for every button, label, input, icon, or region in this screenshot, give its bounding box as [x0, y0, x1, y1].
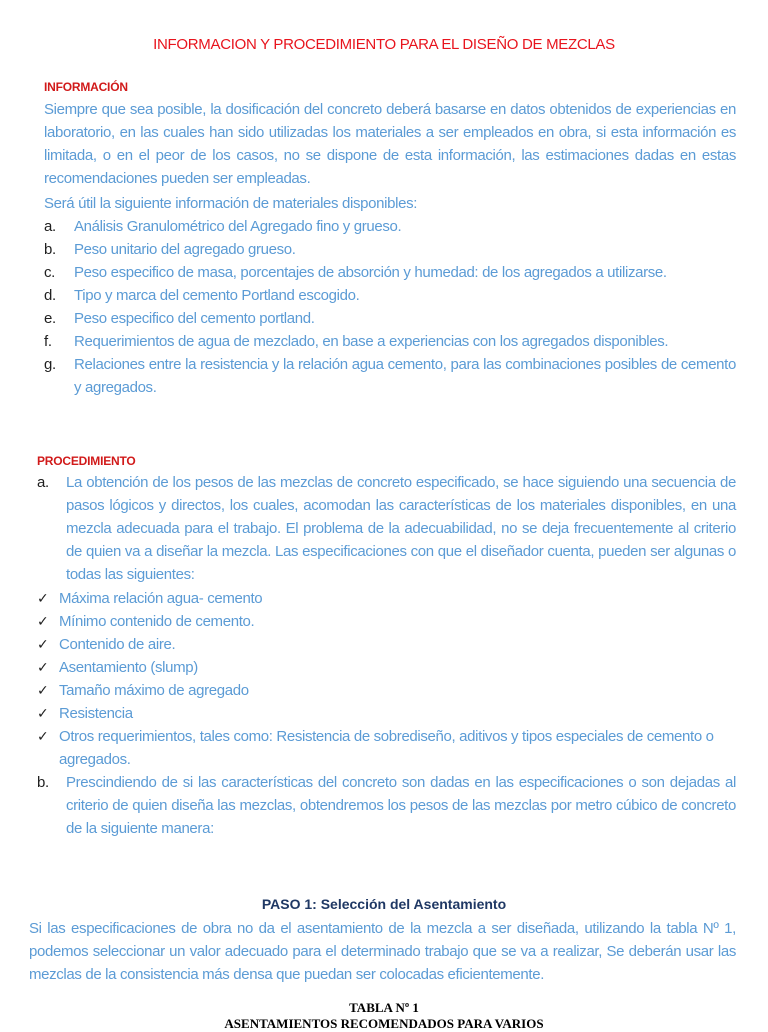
list-marker: g. [44, 356, 56, 373]
materials-list [44, 215, 736, 399]
informacion-heading: INFORMACIÓN [44, 80, 128, 94]
list-item-text: Relaciones entre la resistencia y la relación agua cemento, para las combinaciones posibles de cemento y agregados. [74, 356, 736, 396]
list-item-text: Requerimientos de agua de mezclado, en base a experiencias con los agregados disponibles. [74, 333, 669, 350]
procedimiento-a-text: La obtención de los pesos de las mezclas de concreto especificado, se hace siguiendo una secuencia de pasos lógicos y directos, los cuales, acomodan las características de los materiales disponibles, en una mezcla adecuada para el trabajo. El problema de la adecuabilidad, no se deja frecuentemente al criterio de quien va a diseñar la mezcla. Las especificaciones con que el diseñador cuenta, pueden ser algunas o todas las siguientes: [66, 474, 736, 583]
list-item [44, 330, 736, 353]
table-title: TABLA Nº 1 [349, 1000, 419, 1015]
list-item-text: Análisis Granulométrico del Agregado fino y grueso. [74, 218, 402, 235]
checklist-item [37, 702, 736, 725]
list-item [44, 307, 736, 330]
procedimiento-item-b [37, 771, 736, 840]
checklist-item [37, 725, 736, 771]
informacion-intro: Siempre que sea posible, la dosificación del concreto deberá basarse en datos obtenidos de experiencias en laboratorio, en las cuales han sido utilizadas los materiales a ser empleados en obra, si esta información es limitada, o en el peor de los casos, no se dispone de esta información, las estimaciones dadas en estas recomendaciones pueden ser empleadas. [44, 101, 736, 187]
checklist-item-text: Mínimo contenido de cemento. [59, 613, 255, 630]
checklist-item-text: Máxima relación agua- cemento [59, 590, 263, 607]
list-item [44, 261, 736, 284]
paso1-title: PASO 1: Selección del Asentamiento [261, 896, 507, 912]
checkmark-icon: ✓ [37, 636, 49, 652]
checkmark-icon: ✓ [37, 682, 49, 698]
checklist-item-text: Contenido de aire. [59, 636, 176, 653]
list-item-text: Tipo y marca del cemento Portland escogido. [74, 287, 360, 304]
list-marker: a. [37, 474, 49, 491]
checklist-item [37, 633, 736, 656]
list-item [44, 284, 736, 307]
checkmark-icon: ✓ [37, 705, 49, 721]
checklist-item-text: Otros requerimientos, tales como: Resistencia de sobrediseño, aditivos y tipos especiales de cemento o agregados. [59, 728, 714, 768]
list-marker: b. [44, 241, 56, 258]
checkmark-icon: ✓ [37, 728, 49, 744]
list-item-text: Peso especifico de masa, porcentajes de absorción y humedad: de los agregados a utilizarse. [74, 264, 667, 281]
informacion-lead: Será útil la siguiente información de materiales disponibles: [44, 195, 418, 212]
list-item-text: Peso especifico del cemento portland. [74, 310, 315, 327]
list-marker: d. [44, 287, 56, 304]
checklist-item-text: Asentamiento (slump) [59, 659, 198, 676]
list-marker: f. [44, 333, 52, 350]
procedimiento-b-text: Prescindiendo de si las características del concreto son dadas en las especificaciones o son dejadas al criterio de quien diseña las mezclas, obtendremos los pesos de las mezclas por metro cúbico de concreto de la siguiente manera: [66, 774, 736, 837]
procedimiento-item-a [37, 471, 736, 586]
paso1-text: Si las especificaciones de obra no da el asentamiento de la mezcla a ser diseñada, utilizando la tabla Nº 1, podemos seleccionar un valor adecuado para el determinado trabajo que se va a realizar, Se deberán usar las mezclas de la consistencia más densa que puedan ser colocadas eficientemente. [29, 920, 736, 983]
list-marker: b. [37, 774, 49, 791]
checklist-item-text: Tamaño máximo de agregado [59, 682, 249, 699]
checklist-item-text: Resistencia [59, 705, 133, 722]
checklist-item [37, 679, 736, 702]
checklist-item [37, 610, 736, 633]
list-item [44, 353, 736, 399]
procedimiento-heading: PROCEDIMIENTO [37, 454, 136, 468]
list-item [44, 238, 736, 261]
list-marker: e. [44, 310, 56, 327]
checkmark-icon: ✓ [37, 590, 49, 606]
list-item [44, 215, 736, 238]
list-marker: c. [44, 264, 55, 281]
list-marker: a. [44, 218, 56, 235]
specifications-checklist [37, 587, 736, 771]
document-title: INFORMACION Y PROCEDIMIENTO PARA EL DISEÑO DE MEZCLAS [153, 36, 615, 53]
list-item-text: Peso unitario del agregado grueso. [74, 241, 296, 258]
checkmark-icon: ✓ [37, 613, 49, 629]
checklist-item [37, 587, 736, 610]
checkmark-icon: ✓ [37, 659, 49, 675]
checklist-item [37, 656, 736, 679]
table-subtitle: ASENTAMIENTOS RECOMENDADOS PARA VARIOS [224, 1016, 544, 1031]
